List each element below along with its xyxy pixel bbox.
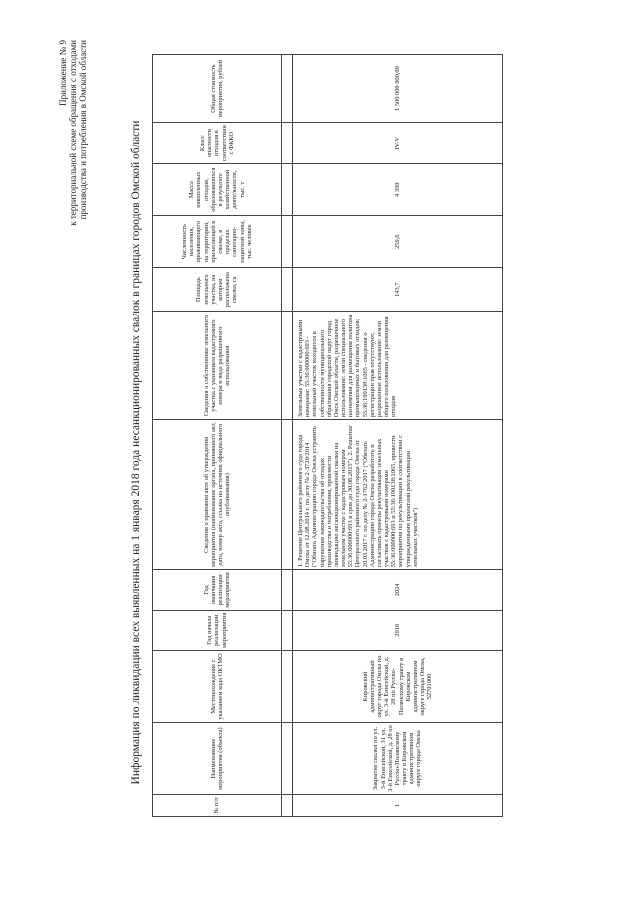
- cell-location: Кировский административный округ города Омска по ул. 3-й Енисейской, д. 28 по Русско-Полянскому тракту в Кировском административном округе города Омска, 52701000: [293, 651, 503, 723]
- cell-mass: 4 390: [293, 164, 503, 216]
- header-cell-population: Численность населения, проживающего на территории, прилегающей к свалке, в пределах санитарно-защитной зоны, тыс. человек: [153, 216, 282, 268]
- header-cell-hazard: Класс опасности отходов в соответствии с ФККО: [153, 123, 282, 164]
- cell-num: 1: [293, 795, 503, 817]
- header-row: [153, 55, 282, 817]
- cell-year-end: 2024: [293, 570, 503, 610]
- appendix-line-3: производства и потребления в Омской области: [78, 40, 89, 220]
- header-cell-area: Площадь земельного участка, на котором расположена свалка, га: [153, 268, 282, 312]
- separator-row: [282, 55, 293, 817]
- header-cell-legal: Сведения о правовом акте об утверждении мероприятия (наименование органа, принявшего акт, дата, номер акта, ссылка на источник официального опубликования): [153, 420, 282, 570]
- cell-year-start: 2018: [293, 610, 503, 650]
- header-cell-cost: Общая стоимость мероприятия, рублей: [153, 55, 282, 123]
- appendix-line-2: к территориальной схеме обращения с отходами: [68, 40, 79, 226]
- header-cell-location: Местонахождение с указанием кода ОКТМО: [153, 651, 282, 723]
- header-cell-owner: Сведения о собственнике земельного участка с указанием кадастрового номера и вида разрешенного использования: [153, 312, 282, 420]
- cell-cost: 1 500 000 000,00: [293, 55, 503, 123]
- cell-legal: 1. Решение Центрального районного суда города Омска от 12.08.2014 г. по делу № 2-3720/2014 ("Обязать Администрацию города Омска устранить нарушения законодательства об отходах производства и потребления, произвести ликвидацию несанкционированной свалки на земельном участке с кадастровым номером 55:36:000000:693 в срок до 30.08.2015"). 2. Решение Центрального районного суда города Омска от 20.03.2017 г. по делу № 2-1762/2017 ("Обязать Администрацию города Омска разработать и согласовать проекты рекультивации земельных участков с кадастровыми номерами 55:36:000000:693 и 55:36:190138:1065, провести мероприятия по рекультивации в соответствии с утвержденными проектами рекультивации земельных участков"): [293, 420, 503, 570]
- header-cell-name: Наименование мероприятия (объекта): [153, 723, 282, 795]
- cell-name: Закрытие свалки по ул. 3-й Енисейской, 31 ул. 3-й Енисейской, д. 28 по Русско-Полянскому тракту в Кировском административном округе города Омска: [293, 723, 503, 795]
- header-cell-year-end: Год окончания реализации мероприятия: [153, 570, 282, 610]
- cell-area: 143,7: [293, 268, 503, 312]
- cell-owner: Земельные участки с кадастровыми номерами: 55:36:000000:693 - земельный участок находится в собственности муниципального образования городской округ город Омск Омской области, разрешенное использование: земли специального назначения для размещения полигона промышленных и бытовых отходов; 55:36:190138:1065 - сведения о регистрации прав отсутствуют, разрешенное использование: земли общего пользования для размещения отходов: [293, 312, 503, 420]
- header-cell-num: № п/п: [153, 795, 282, 817]
- cell-population: 259,6: [293, 216, 503, 268]
- header-cell-mass: Масса накопленных отходов, образовавшихся в результате хозяйственной деятельности, тыс. т: [153, 164, 282, 216]
- document-title: Информация по ликвидации всех выявленных на 1 января 2018 года несанкционированных свалок в границах городов Омской области: [130, 120, 142, 785]
- liquidation-table: [152, 54, 503, 817]
- header-cell-year-start: Год начала реализации мероприятия: [153, 610, 282, 650]
- appendix-note: [58, 40, 88, 370]
- appendix-line-1: Приложение № 9: [58, 40, 68, 106]
- table-row: [293, 55, 503, 817]
- cell-hazard: IV-V: [293, 123, 503, 164]
